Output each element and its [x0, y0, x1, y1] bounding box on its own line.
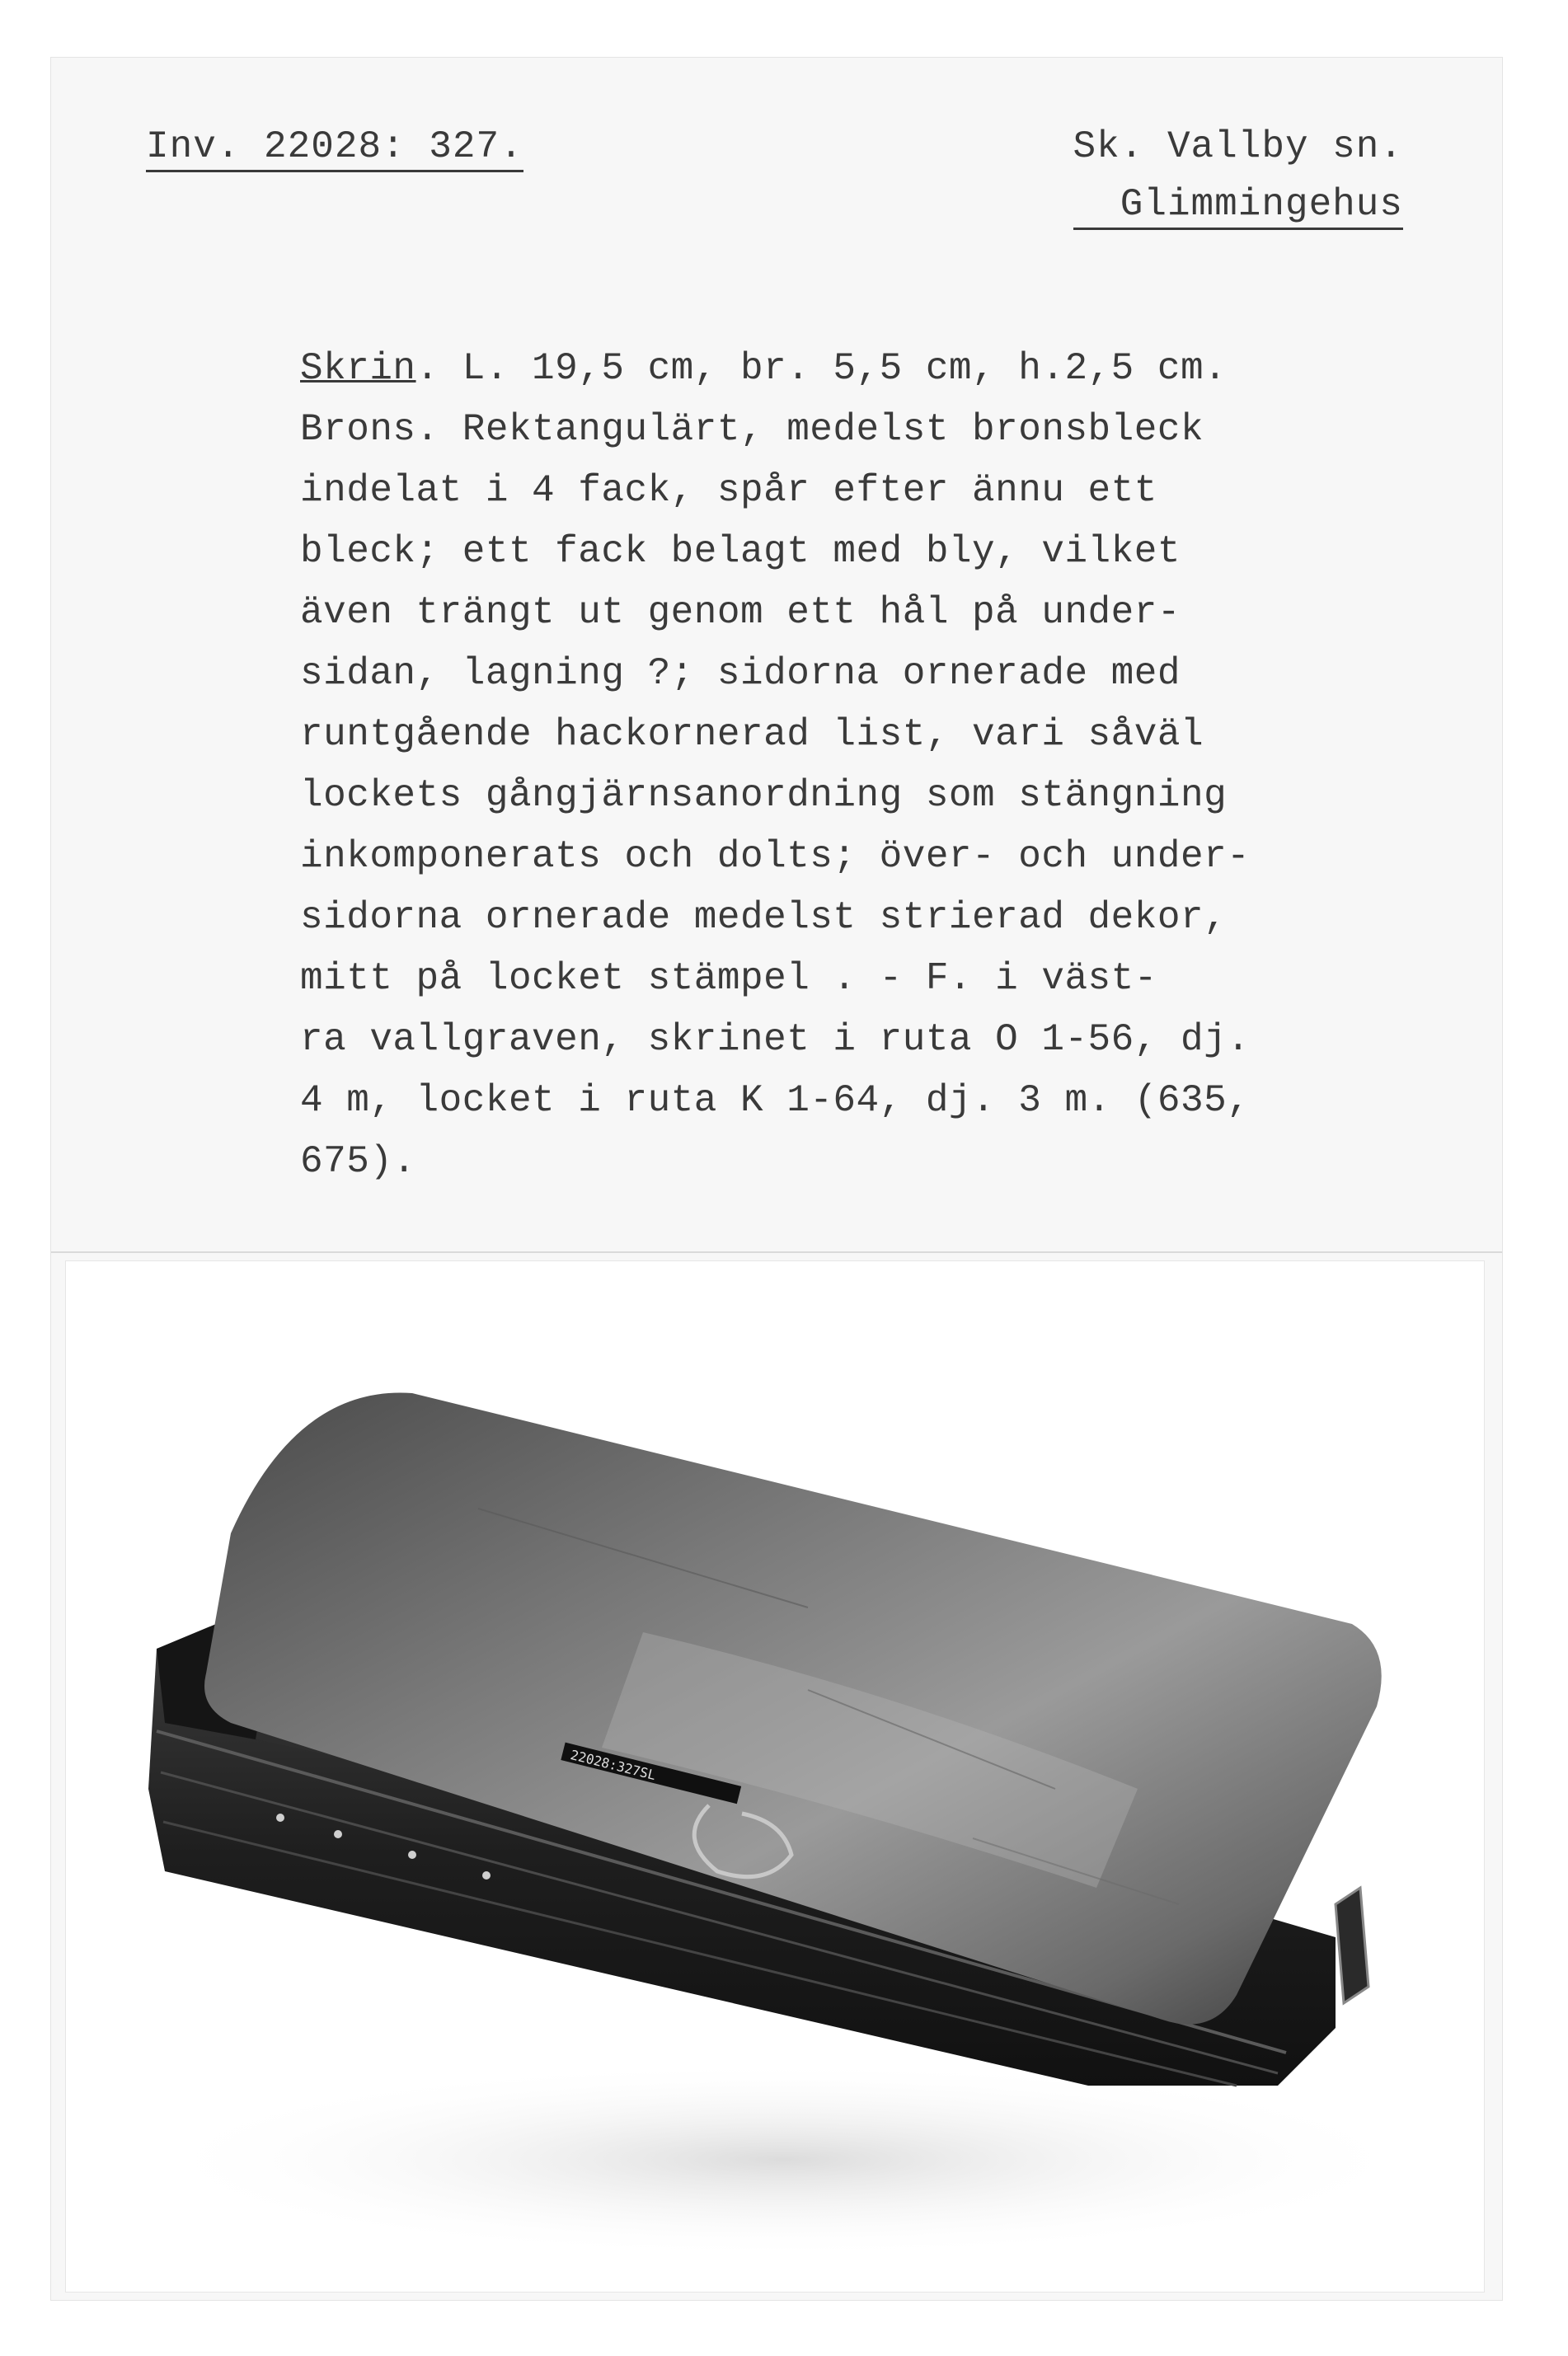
- bronze-box-photo: [66, 1261, 1484, 2292]
- object-photograph: [66, 1261, 1484, 2292]
- hinge-clasp: [1336, 1888, 1368, 2003]
- card-fold-line: [51, 1251, 1502, 1253]
- object-label-text: 22028:327SL: [569, 1747, 658, 1784]
- object-title: Skrin: [300, 347, 416, 390]
- description-text: . L. 19,5 cm, br. 5,5 cm, h.2,5 cm. Brons. Rektangulärt, medelst bronsbleck indelat i 4 fack, spår efter ännu ett bleck; ett fack belagt med bly, vilket även trängt ut genom ett hål på under- sidan, lagning ?; sidorna ornerade med runtgående hackornerad list, vari såväl lockets gångjärnsanordning som stängning inkomponerats och dolts; över- och under- sidorna ornerade medelst strierad dekor, mitt på locket stämpel . - F. i väst- ra vallgraven, skrinet i ruta O 1-56, dj. 4 m, locket i ruta K 1-64, dj. 3 m. (635, 675).: [300, 347, 1251, 1183]
- location-block: [1073, 125, 1403, 230]
- rivet-hole: [334, 1830, 342, 1838]
- site-text: Glimmingehus: [1073, 183, 1403, 230]
- box-shadow: [140, 2061, 1426, 2259]
- object-description: [300, 338, 1339, 1192]
- rivet-hole: [482, 1871, 491, 1880]
- parish-text: Sk. Vallby sn.: [1073, 125, 1403, 168]
- inventory-number-text: Inv. 22028: 327.: [146, 125, 523, 172]
- rivet-hole: [408, 1851, 416, 1859]
- inventory-number: [146, 125, 523, 168]
- rivet-hole: [276, 1814, 284, 1822]
- card-text-area: [51, 58, 1502, 1253]
